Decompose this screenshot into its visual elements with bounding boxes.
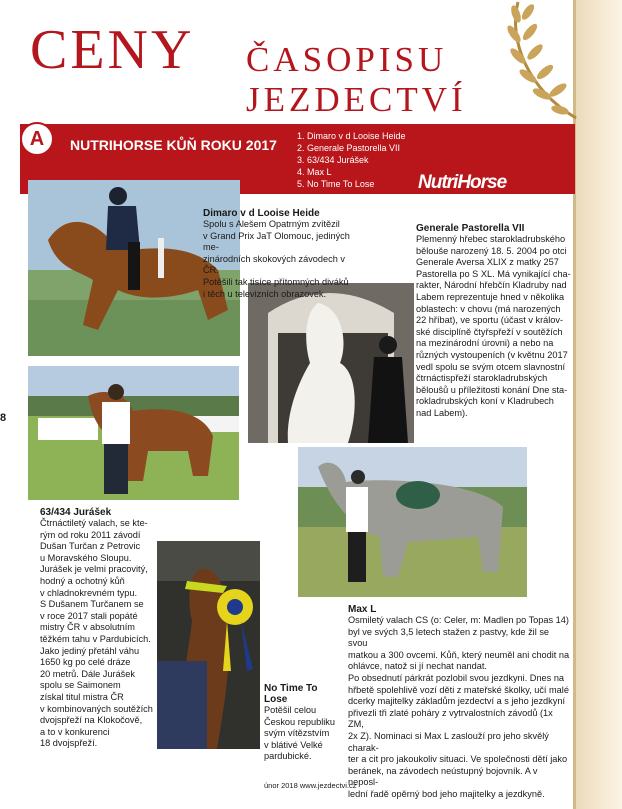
entry-line: u Moravského Sloupu. <box>40 552 132 563</box>
entry-line: 20 metrů. Dále Jurášek <box>40 668 135 679</box>
entry-line: beránek, na závodech neústupný bojovník. A v neposl- <box>348 765 538 788</box>
entry-text <box>40 518 155 750</box>
entry-line: lední řadě opěrný bod jeho majitelky a jezdkyně. <box>348 788 545 799</box>
entry-line: v blátivé Velké <box>264 739 323 750</box>
entry-line: ohlávce, natož si jí nechat nandat. <box>348 661 487 672</box>
page-title-ceny: CENY <box>30 19 195 81</box>
nominee-item: 3. 63/434 Jurášek <box>297 155 369 165</box>
entry-line: zinárodních skokových závodech v ČR. <box>203 253 345 276</box>
entry-dimaro <box>203 208 363 300</box>
entry-heading: Generale Pastorella VII <box>416 223 525 234</box>
entry-text <box>348 615 570 801</box>
entry-line: Po obsednutí párkrát pozlobil svou jezdkyni. Dnes na <box>348 672 565 683</box>
entry-line: v chladnokrevném typu. <box>40 587 138 598</box>
entry-line: matkou a 300 ovcemi. Kůň, který neuměl ani chodit na <box>348 649 570 660</box>
photo-no-time-to-lose <box>157 541 260 749</box>
entry-line: ské disciplíně čtyřspřeží v soutěžích <box>416 326 563 337</box>
entry-line: mistry ČR v absolutním <box>40 622 135 633</box>
entry-line: Jako jediný přetáhl váhu <box>40 645 140 656</box>
page-number: 8 <box>0 412 7 424</box>
entry-line: Jurášek je velmi pracovitý, <box>40 564 148 575</box>
photo-jurasek <box>28 366 239 500</box>
entry-generale <box>416 223 576 420</box>
entry-no-time-to-lose <box>264 683 342 763</box>
entry-line: 22 hříbat), ve sportu (účast v králov- <box>416 315 564 326</box>
entry-line: 2x Z). Nominaci si Max L zaslouží pro jeho skvělý charak- <box>348 730 549 753</box>
entry-line: ter a cit pro jakoukoliv situaci. Ve společnosti dětí jako <box>348 754 568 765</box>
category-letter-badge: A <box>20 122 54 156</box>
entry-line: bělouŝů u příležitosti konání Dne sta- <box>416 384 568 395</box>
entry-line: rokladrubských koní v Kladrubech <box>416 396 554 407</box>
photo-generale-pastorella <box>248 283 414 443</box>
entry-line: a to v konkurenci <box>40 726 110 737</box>
category-title: NUTRIHORSE KŮŇ ROKU 2017 <box>70 137 277 153</box>
entry-line: Spolu s Alešem Opatrným zvítězil <box>203 219 340 229</box>
entry-line: vedl spolu se svým otcem slavnostní <box>416 361 566 372</box>
entry-line: Labem reprezentuje hned v několika <box>416 291 565 302</box>
entry-max-l <box>348 604 570 801</box>
entry-line: spolu se Saimonem <box>40 680 121 691</box>
entry-line: Českou republiku <box>264 716 335 727</box>
entry-line: na mezinárodní úrovni) a nebo na <box>416 338 554 349</box>
laurel-wreath-icon <box>488 0 584 122</box>
entry-line: svým vítězstvím <box>264 728 330 739</box>
entry-line: oblastech: v chovu (má narozených <box>416 303 561 314</box>
entry-line: hřbetě spolehlivě vozí děti z mateřské školky, učí malé <box>348 684 569 695</box>
page-footer: únor 2018 www.jezdectvi.cz <box>264 781 357 790</box>
entry-line: běloušе narozený 18. 5. 2004 po otci <box>416 245 567 256</box>
entry-line: Potěšili tak tisíce přítomných diváků <box>203 276 349 287</box>
entry-line: rým od roku 2011 závodí <box>40 529 141 540</box>
entry-heading: No Time To Lose <box>264 683 318 705</box>
page-title-jezdectvi: JEZDECTVÍ <box>246 80 467 119</box>
entry-line: Plemenný hřebec starokladrubského <box>416 234 566 244</box>
entry-line: S Dušanem Turčanem se <box>40 599 144 610</box>
entry-line: Čtrnáctiletý valach, se kte- <box>40 518 148 528</box>
entry-line: dcerky majitelky základům jezdectví a s jeho jezdkyní <box>348 696 566 707</box>
nominee-item: 2. Generale Pastorella VII <box>297 143 401 153</box>
entry-heading: Dimaro v d Looise Heide <box>203 208 320 219</box>
entry-line: Osmiletý valach CS (o: Celer, m: Madlen po Topas 14) <box>348 615 569 625</box>
entry-jurasek <box>40 507 155 750</box>
entry-heading: Max L <box>348 604 377 615</box>
entry-line: byl ve svých 3,5 letech stažen z pastvy, kde žil se svou <box>348 626 550 649</box>
entry-line: Dušan Turčan z Petrovic <box>40 541 141 552</box>
photo-max-l <box>298 447 527 597</box>
entry-line: v roce 2017 stali popáté <box>40 610 138 621</box>
nutrihorse-logo: NutriHorse <box>418 172 507 193</box>
page-title-casopisu: ČASOPISU <box>246 40 448 79</box>
nominee-item: 5. No Time To Lose <box>297 179 375 189</box>
entry-line: 1650 kg po celé dráze <box>40 657 131 668</box>
entry-line: Pastorella po S XL. Má vynikající cha- <box>416 268 571 279</box>
entry-line: i těch u televizních obrazovek. <box>203 288 327 299</box>
entry-text <box>203 219 363 300</box>
entry-line: získal titul mistra ČR <box>40 691 124 702</box>
entry-text <box>416 234 576 420</box>
entry-line: v Grand Prix JaT Olomouc, jediných me- <box>203 230 350 253</box>
entry-line: hodný a ochotný kůň <box>40 575 125 586</box>
entry-line: různých vystoupeních (v květnu 2017 <box>416 349 568 360</box>
nominee-item: 1. Dimaro v d Looise Heide <box>297 131 406 141</box>
entry-line: čtrnáctispřeží starokladrubských <box>416 373 548 384</box>
entry-line: 18 dvojspřeží. <box>40 738 98 749</box>
entry-text <box>264 705 342 763</box>
entry-line: Generale Aversa XLIX z matky 257 <box>416 257 559 268</box>
entry-line: přivezli tři zlaté poháry z vytrvalostních závodů (1x ZM, <box>348 707 553 730</box>
nominee-item: 4. Max L <box>297 167 332 177</box>
entry-line: Potěšil celou <box>264 705 317 715</box>
entry-line: pardubické. <box>264 751 312 762</box>
nominee-list <box>297 130 406 190</box>
entry-line: těžkém tahu v Pardubicích. <box>40 633 151 644</box>
entry-line: nad Labem). <box>416 407 468 418</box>
entry-line: dvojspřeží na Klokočově, <box>40 715 143 726</box>
entry-line: rakter, Národní hřebčín Kladruby nad <box>416 280 567 291</box>
entry-heading: 63/434 Jurášek <box>40 507 112 518</box>
entry-line: v kombinovaných soutěžích <box>40 703 153 714</box>
